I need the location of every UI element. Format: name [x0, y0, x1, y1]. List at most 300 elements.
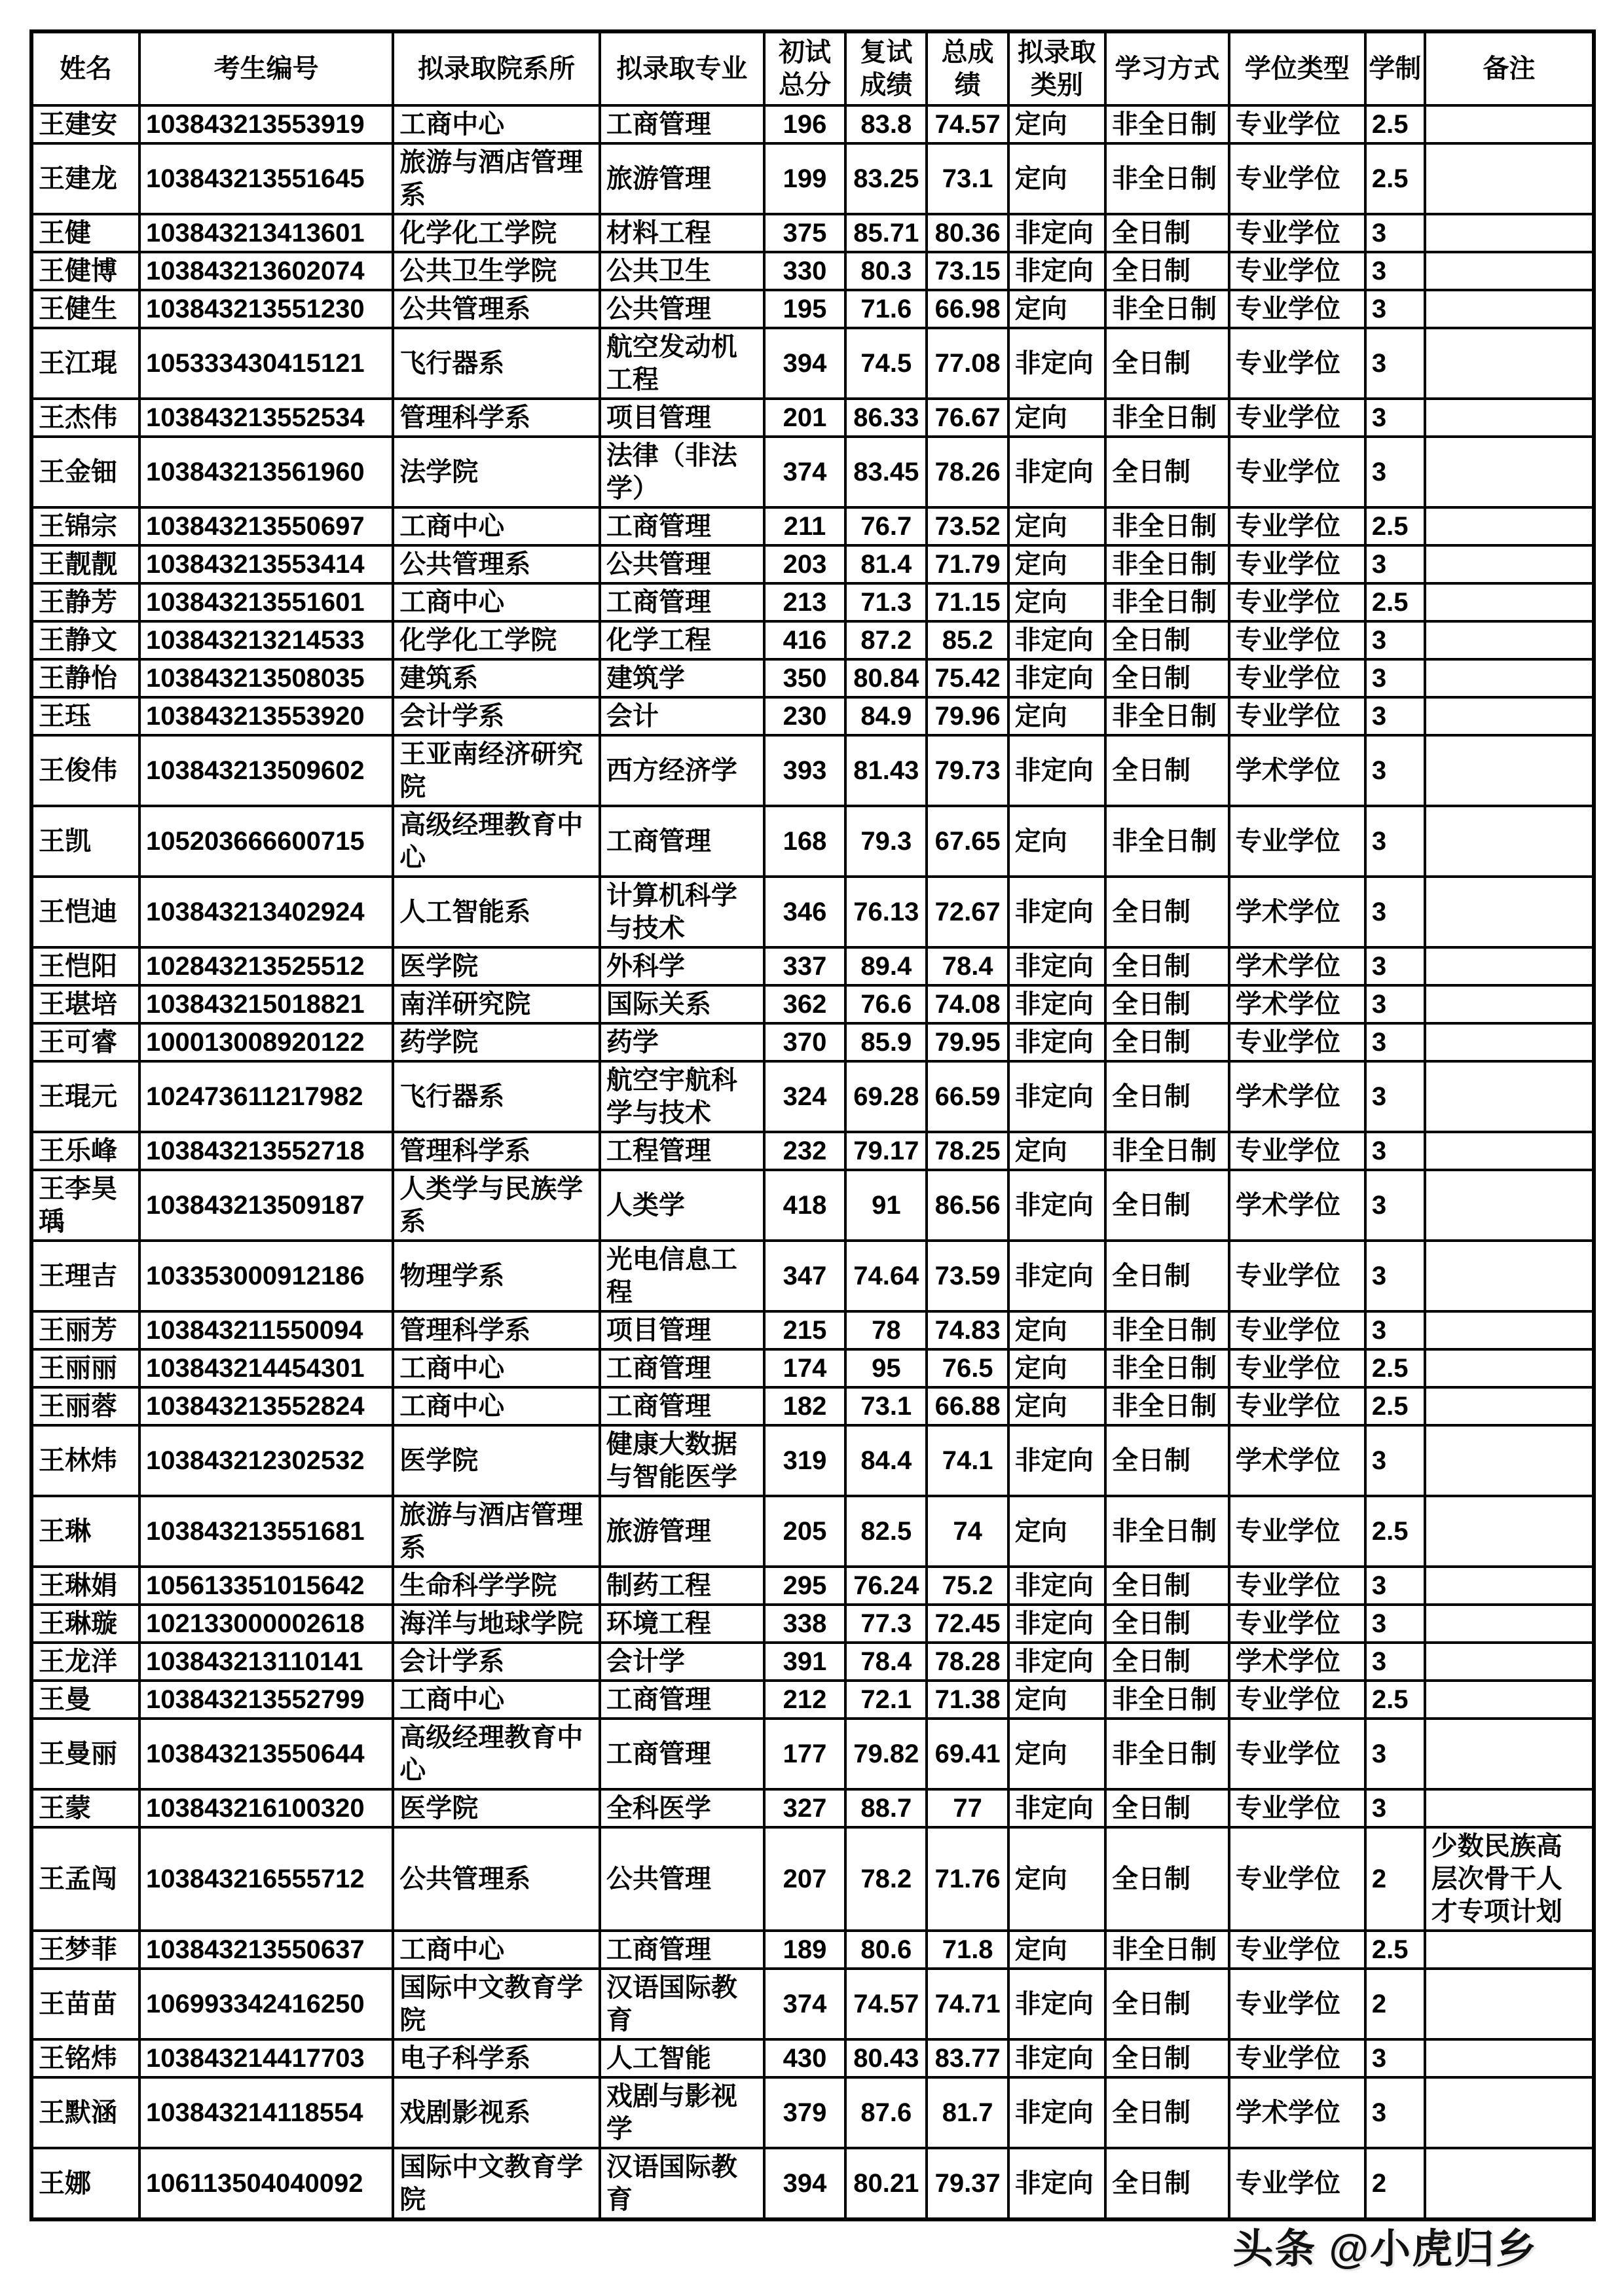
cell-total-score: 66.88 — [927, 1387, 1008, 1425]
cell-initial-score: 394 — [764, 2148, 845, 2219]
cell-retest-score: 82.5 — [845, 1496, 927, 1567]
cell-department: 管理科学系 — [393, 1132, 600, 1170]
cell-name: 王金钿 — [31, 437, 139, 507]
cell-study-mode: 非全日制 — [1105, 1719, 1229, 1789]
cell-candidate-no: 103843213509602 — [139, 735, 393, 806]
cell-major: 航空宇航科学与技术 — [600, 1061, 764, 1132]
cell-total-score: 74.1 — [927, 1425, 1008, 1496]
cell-retest-score: 91 — [845, 1170, 927, 1241]
cell-degree-type: 专业学位 — [1229, 214, 1365, 252]
cell-initial-score: 207 — [764, 1827, 845, 1931]
header-category: 拟录取类别 — [1008, 31, 1105, 105]
cell-name: 王静怡 — [31, 659, 139, 697]
cell-duration: 3 — [1365, 1789, 1425, 1827]
cell-candidate-no: 103843213552534 — [139, 399, 393, 437]
cell-initial-score: 374 — [764, 1969, 845, 2039]
cell-total-score: 85.2 — [927, 621, 1008, 659]
cell-candidate-no: 103843213551681 — [139, 1496, 393, 1567]
cell-study-mode: 全日制 — [1105, 214, 1229, 252]
cell-study-mode: 全日制 — [1105, 437, 1229, 507]
cell-retest-score: 84.4 — [845, 1425, 927, 1496]
cell-study-mode: 全日制 — [1105, 1969, 1229, 2039]
table-row — [31, 621, 1594, 659]
cell-degree-type: 专业学位 — [1229, 583, 1365, 621]
cell-study-mode: 非全日制 — [1105, 1496, 1229, 1567]
cell-duration: 2.5 — [1365, 583, 1425, 621]
cell-note — [1425, 1969, 1594, 2039]
table-row — [31, 1969, 1594, 2039]
cell-degree-type: 专业学位 — [1229, 1605, 1365, 1643]
cell-candidate-no: 105203666600715 — [139, 806, 393, 877]
cell-category: 非定向 — [1008, 1567, 1105, 1605]
cell-name: 王珏 — [31, 697, 139, 735]
cell-name: 王琳璇 — [31, 1605, 139, 1643]
cell-name: 王堪培 — [31, 985, 139, 1023]
cell-duration: 3 — [1365, 399, 1425, 437]
cell-department: 会计学系 — [393, 1643, 600, 1681]
header-candidate-no: 考生编号 — [139, 31, 393, 105]
cell-study-mode: 非全日制 — [1105, 1681, 1229, 1719]
cell-major: 航空发动机工程 — [600, 328, 764, 399]
cell-duration: 2.5 — [1365, 1496, 1425, 1567]
cell-note — [1425, 1425, 1594, 1496]
cell-note — [1425, 735, 1594, 806]
cell-total-score: 75.2 — [927, 1567, 1008, 1605]
cell-department: 旅游与酒店管理系 — [393, 143, 600, 214]
cell-major: 化学工程 — [600, 621, 764, 659]
cell-name: 王静芳 — [31, 583, 139, 621]
cell-candidate-no: 103843213550644 — [139, 1719, 393, 1789]
cell-candidate-no: 102843213525512 — [139, 947, 393, 985]
cell-retest-score: 76.6 — [845, 985, 927, 1023]
cell-name: 王凯 — [31, 806, 139, 877]
cell-duration: 3 — [1365, 877, 1425, 947]
header-retest-score: 复试成绩 — [845, 31, 927, 105]
cell-candidate-no: 103843213402924 — [139, 877, 393, 947]
cell-retest-score: 95 — [845, 1349, 927, 1387]
cell-candidate-no: 105333430415121 — [139, 328, 393, 399]
cell-category: 非定向 — [1008, 1241, 1105, 1311]
cell-study-mode: 非全日制 — [1105, 697, 1229, 735]
cell-department: 物理学系 — [393, 1241, 600, 1311]
cell-initial-score: 370 — [764, 1023, 845, 1061]
cell-total-score: 73.59 — [927, 1241, 1008, 1311]
cell-note — [1425, 328, 1594, 399]
cell-study-mode: 全日制 — [1105, 735, 1229, 806]
cell-study-mode: 全日制 — [1105, 328, 1229, 399]
cell-total-score: 79.95 — [927, 1023, 1008, 1061]
cell-initial-score: 391 — [764, 1643, 845, 1681]
cell-total-score: 71.15 — [927, 583, 1008, 621]
cell-duration: 3 — [1365, 1643, 1425, 1681]
cell-total-score: 79.96 — [927, 697, 1008, 735]
cell-major: 公共管理 — [600, 1827, 764, 1931]
cell-candidate-no: 103843213551230 — [139, 290, 393, 328]
cell-study-mode: 全日制 — [1105, 1605, 1229, 1643]
header-note: 备注 — [1425, 31, 1594, 105]
cell-initial-score: 211 — [764, 507, 845, 545]
table-row — [31, 985, 1594, 1023]
cell-retest-score: 85.9 — [845, 1023, 927, 1061]
cell-name: 王曼丽 — [31, 1719, 139, 1789]
cell-degree-type: 专业学位 — [1229, 1567, 1365, 1605]
cell-note — [1425, 697, 1594, 735]
cell-initial-score: 205 — [764, 1496, 845, 1567]
cell-initial-score: 374 — [764, 437, 845, 507]
cell-total-score: 74.71 — [927, 1969, 1008, 2039]
cell-note — [1425, 1931, 1594, 1969]
cell-duration: 3 — [1365, 252, 1425, 290]
cell-note — [1425, 1681, 1594, 1719]
cell-retest-score: 74.64 — [845, 1241, 927, 1311]
cell-retest-score: 80.21 — [845, 2148, 927, 2219]
cell-department: 化学化工学院 — [393, 214, 600, 252]
cell-retest-score: 87.2 — [845, 621, 927, 659]
cell-category: 非定向 — [1008, 1789, 1105, 1827]
cell-name: 王靓靓 — [31, 545, 139, 583]
cell-duration: 3 — [1365, 2077, 1425, 2148]
cell-duration: 3 — [1365, 806, 1425, 877]
cell-major: 工商管理 — [600, 1931, 764, 1969]
cell-category: 非定向 — [1008, 735, 1105, 806]
cell-degree-type: 专业学位 — [1229, 507, 1365, 545]
table-row — [31, 1931, 1594, 1969]
cell-category: 非定向 — [1008, 1425, 1105, 1496]
cell-initial-score: 394 — [764, 328, 845, 399]
cell-retest-score: 76.24 — [845, 1567, 927, 1605]
cell-initial-score: 350 — [764, 659, 845, 697]
cell-initial-score: 201 — [764, 399, 845, 437]
header-degree-type: 学位类型 — [1229, 31, 1365, 105]
cell-total-score: 86.56 — [927, 1170, 1008, 1241]
cell-study-mode: 全日制 — [1105, 985, 1229, 1023]
cell-name: 王俊伟 — [31, 735, 139, 806]
table-row — [31, 214, 1594, 252]
cell-category: 非定向 — [1008, 1605, 1105, 1643]
cell-duration: 2 — [1365, 1827, 1425, 1931]
cell-retest-score: 80.43 — [845, 2039, 927, 2077]
cell-degree-type: 专业学位 — [1229, 1931, 1365, 1969]
cell-degree-type: 学术学位 — [1229, 1061, 1365, 1132]
cell-name: 王苗苗 — [31, 1969, 139, 2039]
table-row — [31, 1496, 1594, 1567]
cell-retest-score: 78.4 — [845, 1643, 927, 1681]
cell-study-mode: 非全日制 — [1105, 290, 1229, 328]
cell-candidate-no: 103843213552718 — [139, 1132, 393, 1170]
cell-retest-score: 78 — [845, 1311, 927, 1349]
cell-department: 飞行器系 — [393, 1061, 600, 1132]
cell-initial-score: 379 — [764, 2077, 845, 2148]
cell-degree-type: 学术学位 — [1229, 1643, 1365, 1681]
cell-major: 建筑学 — [600, 659, 764, 697]
cell-category: 定向 — [1008, 143, 1105, 214]
cell-initial-score: 199 — [764, 143, 845, 214]
cell-duration: 3 — [1365, 621, 1425, 659]
cell-study-mode: 非全日制 — [1105, 1132, 1229, 1170]
cell-note — [1425, 252, 1594, 290]
table-row — [31, 143, 1594, 214]
cell-total-score: 76.5 — [927, 1349, 1008, 1387]
cell-retest-score: 84.9 — [845, 697, 927, 735]
table-row — [31, 659, 1594, 697]
cell-candidate-no: 103843213509187 — [139, 1170, 393, 1241]
cell-note — [1425, 1719, 1594, 1789]
cell-retest-score: 86.33 — [845, 399, 927, 437]
cell-major: 药学 — [600, 1023, 764, 1061]
cell-initial-score: 324 — [764, 1061, 845, 1132]
cell-candidate-no: 103843216100320 — [139, 1789, 393, 1827]
cell-major: 汉语国际教育 — [600, 2148, 764, 2219]
cell-note — [1425, 1349, 1594, 1387]
cell-study-mode: 全日制 — [1105, 947, 1229, 985]
cell-major: 旅游管理 — [600, 143, 764, 214]
cell-name: 王健生 — [31, 290, 139, 328]
cell-total-score: 66.98 — [927, 290, 1008, 328]
cell-note — [1425, 1387, 1594, 1425]
cell-candidate-no: 103843213413601 — [139, 214, 393, 252]
cell-name: 王龙洋 — [31, 1643, 139, 1681]
table-row — [31, 2148, 1594, 2219]
cell-name: 王健博 — [31, 252, 139, 290]
cell-degree-type: 专业学位 — [1229, 252, 1365, 290]
cell-department: 高级经理教育中心 — [393, 1719, 600, 1789]
cell-retest-score: 80.6 — [845, 1931, 927, 1969]
cell-department: 工商中心 — [393, 507, 600, 545]
cell-degree-type: 专业学位 — [1229, 328, 1365, 399]
cell-retest-score: 81.4 — [845, 545, 927, 583]
cell-category: 非定向 — [1008, 2148, 1105, 2219]
table-row — [31, 1425, 1594, 1496]
cell-initial-score: 416 — [764, 621, 845, 659]
cell-degree-type: 专业学位 — [1229, 1387, 1365, 1425]
table-row — [31, 105, 1594, 143]
cell-total-score: 77 — [927, 1789, 1008, 1827]
cell-department: 化学化工学院 — [393, 621, 600, 659]
cell-duration: 3 — [1365, 1311, 1425, 1349]
cell-category: 定向 — [1008, 290, 1105, 328]
cell-duration: 3 — [1365, 1132, 1425, 1170]
cell-study-mode: 全日制 — [1105, 659, 1229, 697]
cell-duration: 2.5 — [1365, 1931, 1425, 1969]
cell-department: 王亚南经济研究院 — [393, 735, 600, 806]
cell-degree-type: 学术学位 — [1229, 985, 1365, 1023]
cell-note — [1425, 1061, 1594, 1132]
cell-candidate-no: 103843213214533 — [139, 621, 393, 659]
cell-total-score: 79.73 — [927, 735, 1008, 806]
cell-name: 王李昊瑀 — [31, 1170, 139, 1241]
table-row — [31, 328, 1594, 399]
cell-category: 非定向 — [1008, 947, 1105, 985]
cell-note — [1425, 1567, 1594, 1605]
cell-department: 医学院 — [393, 1425, 600, 1496]
cell-department: 药学院 — [393, 1023, 600, 1061]
cell-major: 项目管理 — [600, 1311, 764, 1349]
cell-department: 会计学系 — [393, 697, 600, 735]
cell-name: 王静文 — [31, 621, 139, 659]
cell-note — [1425, 214, 1594, 252]
cell-degree-type: 专业学位 — [1229, 1827, 1365, 1931]
cell-category: 非定向 — [1008, 1061, 1105, 1132]
cell-department: 建筑系 — [393, 659, 600, 697]
cell-initial-score: 393 — [764, 735, 845, 806]
cell-note — [1425, 985, 1594, 1023]
cell-duration: 3 — [1365, 659, 1425, 697]
cell-initial-score: 189 — [764, 1931, 845, 1969]
cell-total-score: 80.36 — [927, 214, 1008, 252]
table-body — [31, 105, 1594, 2219]
cell-name: 王锦宗 — [31, 507, 139, 545]
cell-name: 王理吉 — [31, 1241, 139, 1311]
cell-study-mode: 全日制 — [1105, 1643, 1229, 1681]
cell-candidate-no: 103843213110141 — [139, 1643, 393, 1681]
table-row — [31, 1827, 1594, 1931]
cell-major: 西方经济学 — [600, 735, 764, 806]
cell-study-mode: 非全日制 — [1105, 1387, 1229, 1425]
cell-study-mode: 全日制 — [1105, 252, 1229, 290]
cell-name: 王恺阳 — [31, 947, 139, 985]
cell-category: 定向 — [1008, 1496, 1105, 1567]
cell-note — [1425, 806, 1594, 877]
cell-name: 王建龙 — [31, 143, 139, 214]
cell-note — [1425, 1132, 1594, 1170]
cell-duration: 3 — [1365, 1605, 1425, 1643]
cell-initial-score: 177 — [764, 1719, 845, 1789]
cell-major: 工商管理 — [600, 806, 764, 877]
cell-duration: 2 — [1365, 2148, 1425, 2219]
cell-total-score: 73.52 — [927, 507, 1008, 545]
header-row — [31, 31, 1594, 105]
cell-note — [1425, 621, 1594, 659]
cell-category: 非定向 — [1008, 1170, 1105, 1241]
cell-category: 非定向 — [1008, 252, 1105, 290]
cell-duration: 2.5 — [1365, 105, 1425, 143]
cell-department: 电子科学系 — [393, 2039, 600, 2077]
cell-major: 制药工程 — [600, 1567, 764, 1605]
cell-category: 定向 — [1008, 1681, 1105, 1719]
cell-degree-type: 专业学位 — [1229, 1496, 1365, 1567]
cell-study-mode: 全日制 — [1105, 1241, 1229, 1311]
table-row — [31, 1170, 1594, 1241]
cell-category: 非定向 — [1008, 437, 1105, 507]
cell-department: 南洋研究院 — [393, 985, 600, 1023]
table-row — [31, 1681, 1594, 1719]
cell-study-mode: 非全日制 — [1105, 399, 1229, 437]
table-row — [31, 1311, 1594, 1349]
cell-total-score: 72.45 — [927, 1605, 1008, 1643]
cell-degree-type: 专业学位 — [1229, 399, 1365, 437]
cell-department: 法学院 — [393, 437, 600, 507]
cell-major: 材料工程 — [600, 214, 764, 252]
cell-candidate-no: 103843213553414 — [139, 545, 393, 583]
cell-initial-score: 430 — [764, 2039, 845, 2077]
cell-total-score: 77.08 — [927, 328, 1008, 399]
cell-total-score: 73.15 — [927, 252, 1008, 290]
cell-initial-score: 295 — [764, 1567, 845, 1605]
cell-name: 王林炜 — [31, 1425, 139, 1496]
table-row — [31, 545, 1594, 583]
cell-retest-score: 83.25 — [845, 143, 927, 214]
cell-candidate-no: 103843213551601 — [139, 583, 393, 621]
cell-degree-type: 专业学位 — [1229, 1349, 1365, 1387]
cell-retest-score: 80.3 — [845, 252, 927, 290]
cell-degree-type: 专业学位 — [1229, 659, 1365, 697]
cell-candidate-no: 103843213552824 — [139, 1387, 393, 1425]
cell-category: 非定向 — [1008, 621, 1105, 659]
cell-total-score: 71.76 — [927, 1827, 1008, 1931]
cell-department: 公共管理系 — [393, 290, 600, 328]
cell-candidate-no: 103843213553919 — [139, 105, 393, 143]
table-row — [31, 1061, 1594, 1132]
cell-duration: 3 — [1365, 1719, 1425, 1789]
cell-department: 生命科学学院 — [393, 1567, 600, 1605]
cell-candidate-no: 103843213550637 — [139, 1931, 393, 1969]
cell-study-mode: 全日制 — [1105, 2077, 1229, 2148]
cell-duration: 3 — [1365, 947, 1425, 985]
cell-initial-score: 196 — [764, 105, 845, 143]
cell-major: 旅游管理 — [600, 1496, 764, 1567]
header-major: 拟录取专业 — [600, 31, 764, 105]
table-row — [31, 1567, 1594, 1605]
cell-major: 公共卫生 — [600, 252, 764, 290]
cell-initial-score: 330 — [764, 252, 845, 290]
cell-category: 定向 — [1008, 399, 1105, 437]
cell-duration: 3 — [1365, 1425, 1425, 1496]
cell-note — [1425, 399, 1594, 437]
cell-name: 王蒙 — [31, 1789, 139, 1827]
cell-initial-score: 338 — [764, 1605, 845, 1643]
cell-note — [1425, 1241, 1594, 1311]
cell-study-mode: 全日制 — [1105, 1827, 1229, 1931]
cell-department: 工商中心 — [393, 105, 600, 143]
cell-degree-type: 学术学位 — [1229, 735, 1365, 806]
cell-study-mode: 全日制 — [1105, 1061, 1229, 1132]
cell-department: 医学院 — [393, 947, 600, 985]
cell-total-score: 74.08 — [927, 985, 1008, 1023]
cell-major: 工商管理 — [600, 1719, 764, 1789]
admission-table — [29, 29, 1596, 2221]
cell-major: 环境工程 — [600, 1605, 764, 1643]
cell-total-score: 78.4 — [927, 947, 1008, 985]
cell-note — [1425, 2039, 1594, 2077]
table-row — [31, 437, 1594, 507]
cell-retest-score: 89.4 — [845, 947, 927, 985]
table-row — [31, 1719, 1594, 1789]
table-row — [31, 507, 1594, 545]
cell-study-mode: 全日制 — [1105, 1023, 1229, 1061]
cell-note — [1425, 143, 1594, 214]
cell-duration: 3 — [1365, 214, 1425, 252]
cell-duration: 3 — [1365, 1023, 1425, 1061]
cell-retest-score: 78.2 — [845, 1827, 927, 1931]
cell-study-mode: 非全日制 — [1105, 143, 1229, 214]
cell-study-mode: 全日制 — [1105, 2039, 1229, 2077]
cell-retest-score: 88.7 — [845, 1789, 927, 1827]
cell-note — [1425, 1643, 1594, 1681]
header-study-mode: 学习方式 — [1105, 31, 1229, 105]
cell-study-mode: 全日制 — [1105, 621, 1229, 659]
cell-department: 戏剧影视系 — [393, 2077, 600, 2148]
cell-name: 王丽蓉 — [31, 1387, 139, 1425]
cell-study-mode: 全日制 — [1105, 1789, 1229, 1827]
cell-major: 工商管理 — [600, 1387, 764, 1425]
cell-retest-score: 81.43 — [845, 735, 927, 806]
cell-total-score: 71.8 — [927, 1931, 1008, 1969]
cell-study-mode: 全日制 — [1105, 2148, 1229, 2219]
cell-name: 王丽芳 — [31, 1311, 139, 1349]
cell-duration: 3 — [1365, 985, 1425, 1023]
cell-degree-type: 专业学位 — [1229, 2148, 1365, 2219]
cell-initial-score: 347 — [764, 1241, 845, 1311]
